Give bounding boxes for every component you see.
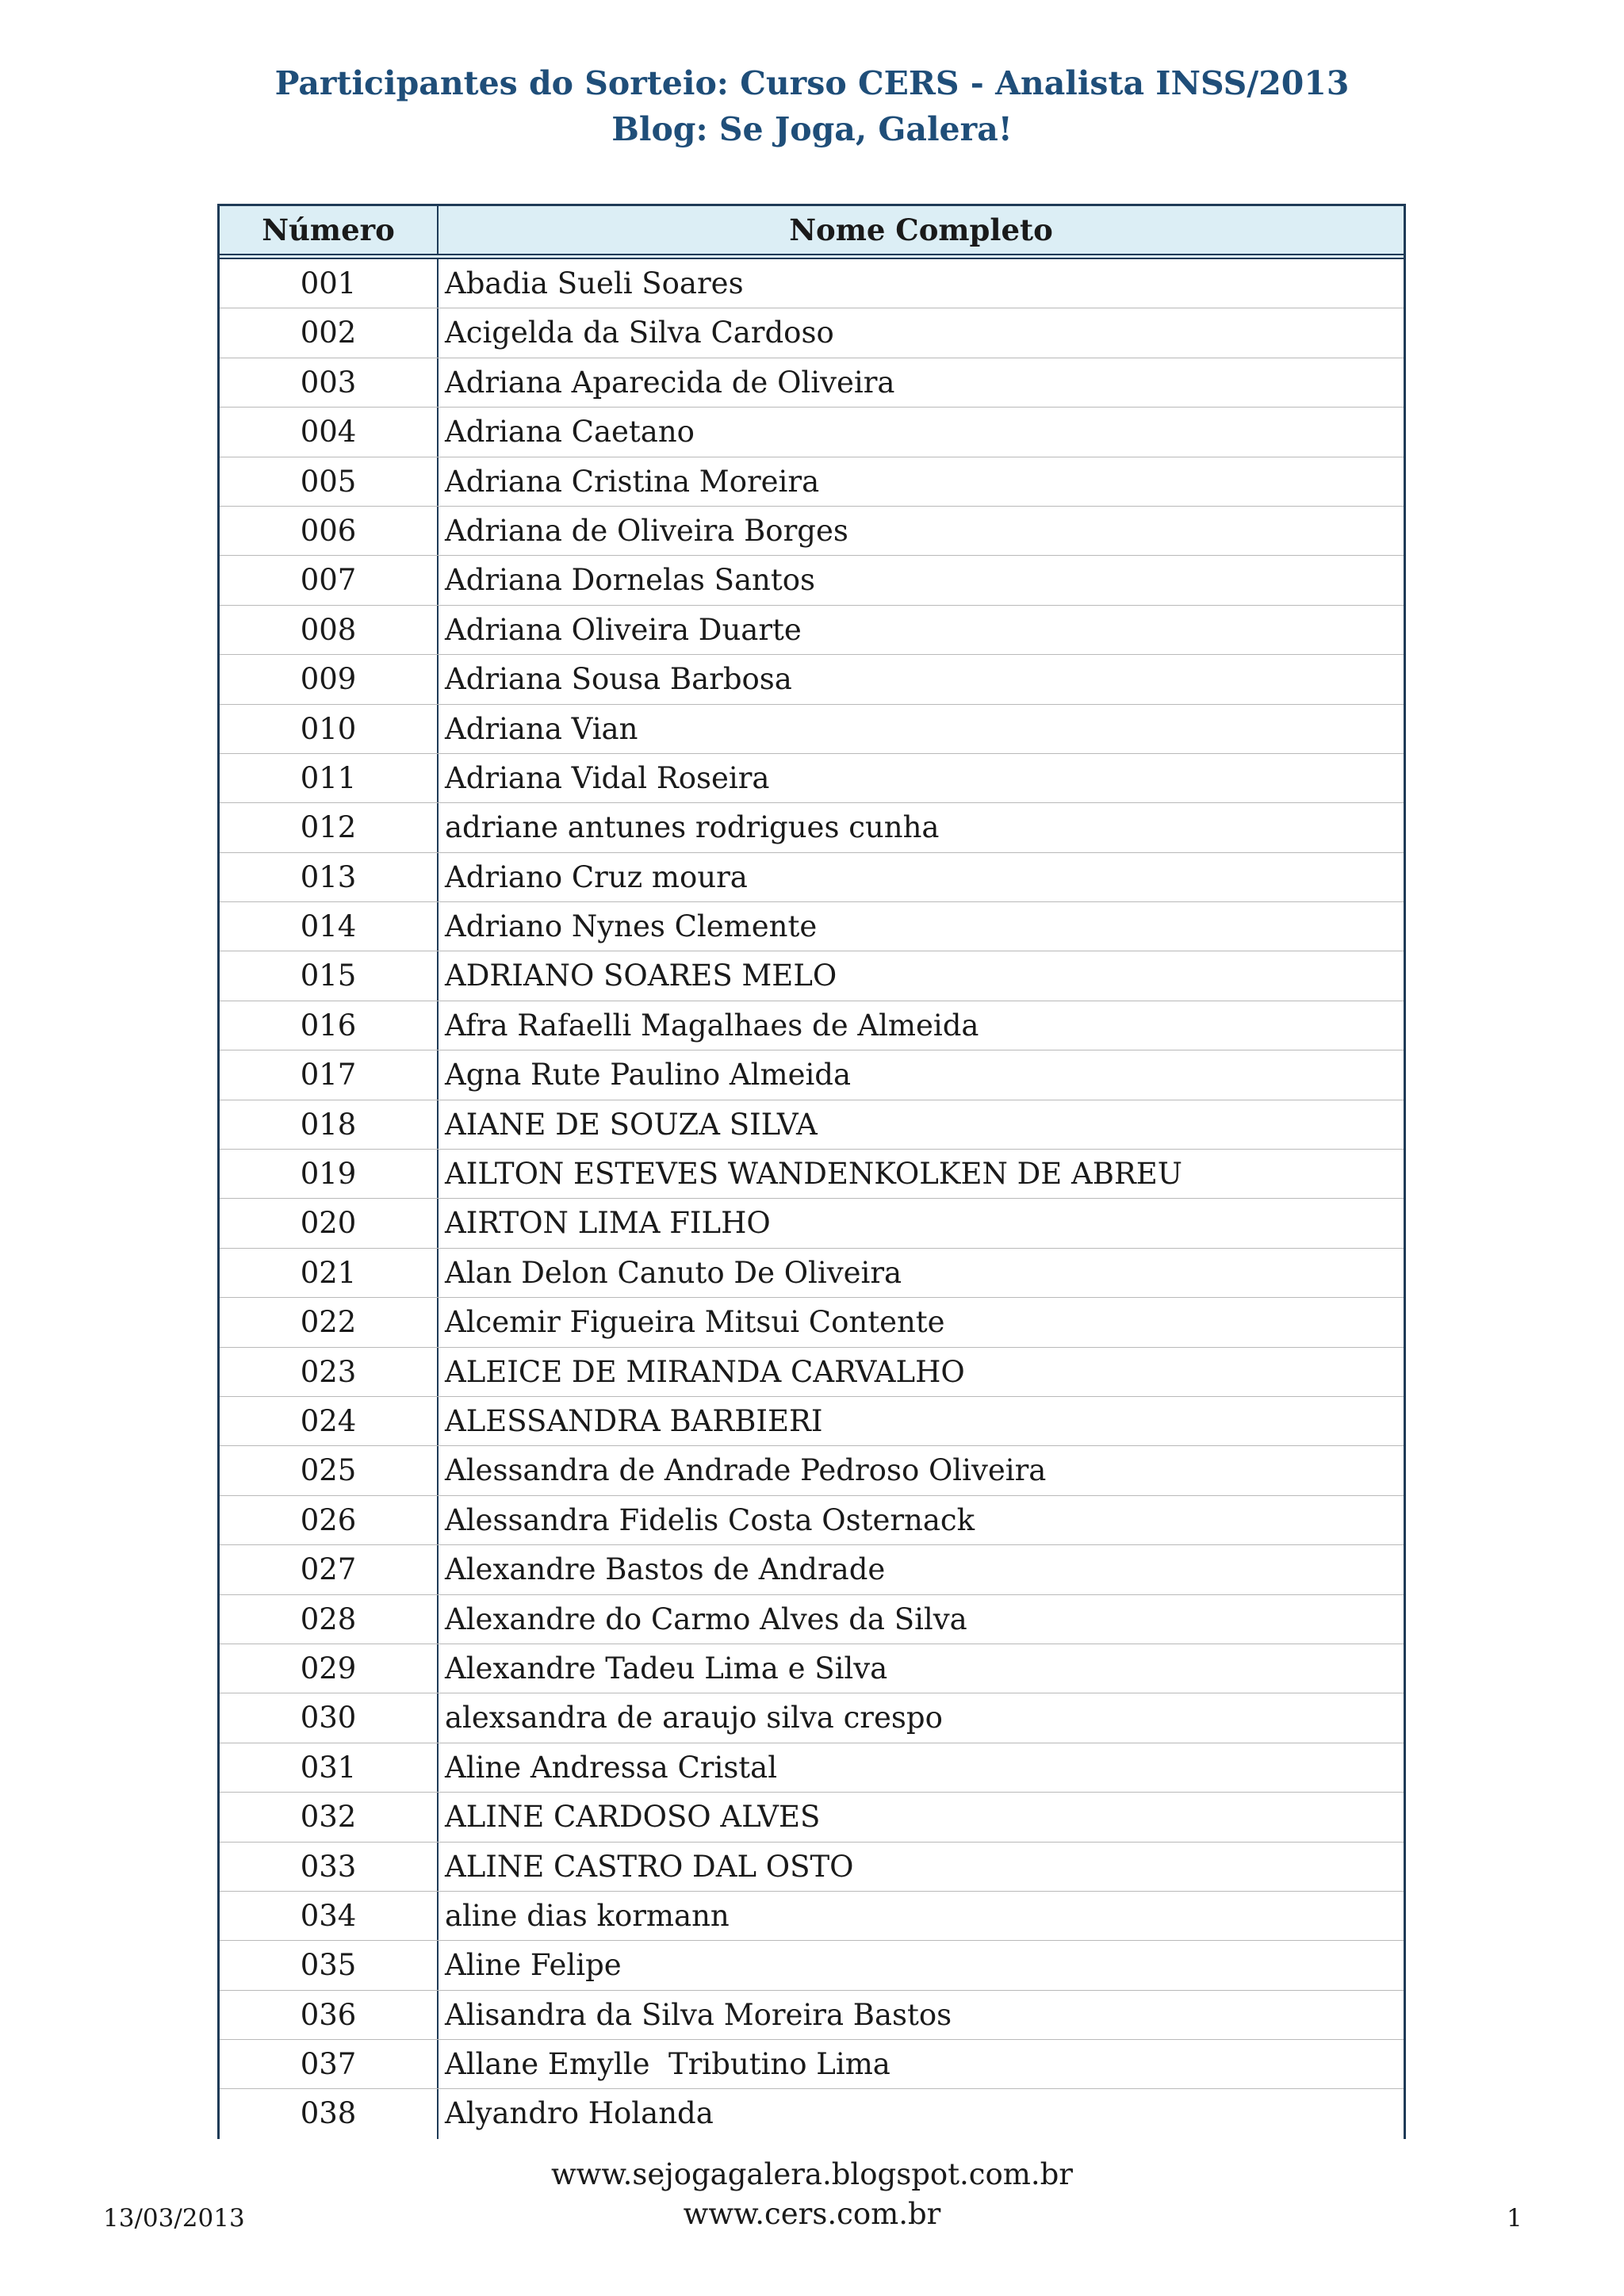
- row-number: 033: [220, 1843, 439, 1891]
- table-row: [220, 1743, 1404, 1793]
- table-row: [220, 1843, 1404, 1892]
- row-name: Alan Delon Canuto De Oliveira: [445, 1255, 902, 1290]
- table-row: [220, 556, 1404, 605]
- row-number: 014: [220, 902, 439, 951]
- table-row: [220, 457, 1404, 507]
- table-row: [220, 1348, 1404, 1397]
- table-row: [220, 705, 1404, 754]
- table-row: [220, 1199, 1404, 1248]
- row-number: 018: [220, 1100, 439, 1149]
- row-name: Alessandra Fidelis Costa Osternack: [445, 1502, 975, 1537]
- table-row: [220, 1249, 1404, 1298]
- table-row: [220, 1892, 1404, 1941]
- table-row: [220, 1941, 1404, 1990]
- table-row: [220, 1496, 1404, 1545]
- row-name: Adriana Sousa Barbosa: [445, 662, 792, 697]
- row-name: Aline Andressa Cristal: [445, 1750, 778, 1785]
- row-number: 011: [220, 754, 439, 802]
- row-number: 036: [220, 1991, 439, 2039]
- row-number: 003: [220, 358, 439, 407]
- row-number: 025: [220, 1446, 439, 1494]
- footer-blog-url: www.sejogagalera.blogspot.com.br: [550, 2157, 1073, 2191]
- table-row: [220, 2089, 1404, 2138]
- row-number: 027: [220, 1545, 439, 1594]
- row-number: 028: [220, 1595, 439, 1644]
- row-name: Afra Rafaelli Magalhaes de Almeida: [445, 1008, 979, 1043]
- row-name: Alexandre do Carmo Alves da Silva: [445, 1601, 967, 1636]
- row-name: Adriano Nynes Clemente: [445, 909, 818, 944]
- row-number: 022: [220, 1298, 439, 1346]
- table-row: [220, 2040, 1404, 2089]
- row-name: Adriana Vidal Roseira: [445, 760, 770, 795]
- row-name: ADRIANO SOARES MELO: [445, 959, 837, 993]
- column-header-number: Número: [220, 206, 439, 254]
- page-subtitle: Blog: Se Joga, Galera!: [611, 110, 1013, 148]
- table-row: [220, 606, 1404, 655]
- row-number: 013: [220, 853, 439, 901]
- row-name: Adriana Vian: [445, 711, 638, 746]
- row-number: 020: [220, 1199, 439, 1247]
- table-row: [220, 1545, 1404, 1594]
- row-number: 007: [220, 556, 439, 604]
- row-number: 009: [220, 655, 439, 703]
- table-row: [220, 308, 1404, 358]
- row-number: 015: [220, 951, 439, 1000]
- table-row: [220, 1150, 1404, 1199]
- row-name: adriane antunes rodrigues cunha: [445, 810, 940, 845]
- table-row: [220, 853, 1404, 902]
- row-number: 037: [220, 2040, 439, 2088]
- row-name: ALESSANDRA BARBIERI: [445, 1403, 823, 1438]
- row-number: 001: [220, 259, 439, 308]
- table-row: [220, 259, 1404, 308]
- row-number: 038: [220, 2089, 439, 2138]
- row-name: AIRTON LIMA FILHO: [445, 1206, 771, 1241]
- row-name: Adriana de Oliveira Borges: [445, 513, 848, 548]
- row-name: alexsandra de araujo silva crespo: [445, 1701, 943, 1735]
- row-number: 026: [220, 1496, 439, 1544]
- table-row: [220, 951, 1404, 1001]
- row-number: 024: [220, 1397, 439, 1445]
- table-row: [220, 1595, 1404, 1644]
- row-number: 031: [220, 1743, 439, 1792]
- row-name: Abadia Sueli Soares: [445, 266, 744, 300]
- footer-page-number: 1: [1507, 2204, 1522, 2233]
- table-row: [220, 408, 1404, 457]
- row-name: Adriana Caetano: [445, 415, 695, 450]
- row-number: 012: [220, 803, 439, 851]
- table-row: [220, 358, 1404, 408]
- table-row: [220, 754, 1404, 803]
- row-name: ALEICE DE MIRANDA CARVALHO: [445, 1354, 965, 1389]
- table-row: [220, 902, 1404, 951]
- table-row: [220, 655, 1404, 704]
- row-name: Adriana Oliveira Duarte: [445, 612, 802, 647]
- row-name: Adriana Aparecida de Oliveira: [445, 365, 895, 400]
- row-name: Agna Rute Paulino Almeida: [445, 1058, 852, 1093]
- row-name: Alisandra da Silva Moreira Bastos: [445, 1997, 952, 2032]
- row-number: 021: [220, 1249, 439, 1297]
- row-number: 035: [220, 1941, 439, 1989]
- row-name: Adriana Dornelas Santos: [445, 563, 815, 598]
- table-row: [220, 1446, 1404, 1495]
- table-row: [220, 1298, 1404, 1347]
- row-number: 019: [220, 1150, 439, 1198]
- row-name: Alessandra de Andrade Pedroso Oliveira: [445, 1453, 1047, 1488]
- row-number: 030: [220, 1693, 439, 1742]
- table-row: [220, 1001, 1404, 1050]
- table-row: [220, 507, 1404, 556]
- row-name: Adriana Cristina Moreira: [445, 464, 820, 499]
- table-header: [220, 204, 1404, 259]
- row-name: ALINE CASTRO DAL OSTO: [445, 1849, 854, 1884]
- row-number: 034: [220, 1892, 439, 1940]
- row-name: Adriano Cruz moura: [445, 859, 748, 894]
- table-row: [220, 1693, 1404, 1743]
- row-number: 029: [220, 1644, 439, 1693]
- table-row: [220, 1644, 1404, 1693]
- row-number: 002: [220, 308, 439, 357]
- table-row: [220, 1397, 1404, 1446]
- row-number: 032: [220, 1793, 439, 1841]
- table-row: [220, 1050, 1404, 1100]
- row-name: Alexandre Bastos de Andrade: [445, 1552, 886, 1587]
- row-name: Acigelda da Silva Cardoso: [445, 316, 834, 350]
- row-name: Alcemir Figueira Mitsui Contente: [445, 1305, 945, 1340]
- row-number: 016: [220, 1001, 439, 1050]
- column-header-name: Nome Completo: [789, 212, 1053, 247]
- table-body: [220, 259, 1404, 2139]
- participants-table: [217, 204, 1406, 2139]
- row-name: Alyandro Holanda: [445, 2096, 714, 2131]
- table-row: [220, 1100, 1404, 1150]
- row-number: 017: [220, 1050, 439, 1099]
- table-row: [220, 803, 1404, 852]
- footer-cers-url: www.cers.com.br: [683, 2197, 941, 2231]
- row-name: AIANE DE SOUZA SILVA: [445, 1107, 818, 1142]
- row-name: Aline Felipe: [445, 1948, 622, 1983]
- footer-date: 13/03/2013: [103, 2204, 245, 2233]
- page-title: Participantes do Sorteio: Curso CERS - Analista INSS/2013: [274, 64, 1350, 102]
- row-name: Allane Emylle Tributino Lima: [445, 2047, 891, 2082]
- table-row: [220, 1793, 1404, 1842]
- table-row: [220, 1991, 1404, 2040]
- row-number: 005: [220, 457, 439, 506]
- row-name: AILTON ESTEVES WANDENKOLKEN DE ABREU: [445, 1157, 1182, 1192]
- row-number: 008: [220, 606, 439, 654]
- row-name: aline dias kormann: [445, 1898, 730, 1933]
- row-name: ALINE CARDOSO ALVES: [445, 1800, 821, 1835]
- row-number: 004: [220, 408, 439, 456]
- row-number: 006: [220, 507, 439, 555]
- row-number: 010: [220, 705, 439, 753]
- row-name: Alexandre Tadeu Lima e Silva: [445, 1651, 888, 1686]
- row-number: 023: [220, 1348, 439, 1396]
